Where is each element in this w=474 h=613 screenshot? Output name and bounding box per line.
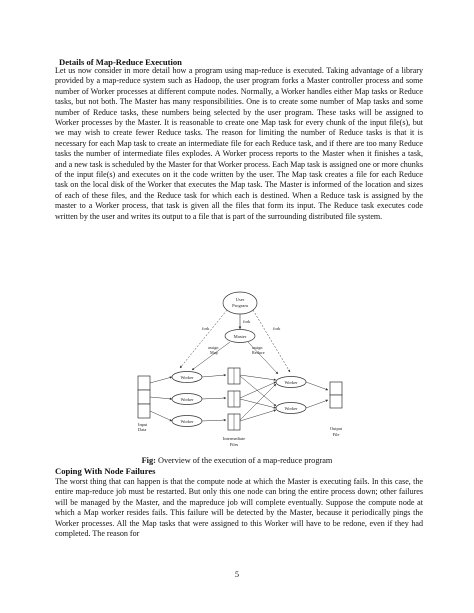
figure-caption-text: Overview of the execution of a map-reduce program bbox=[155, 456, 333, 465]
fork-label-mid: fork bbox=[243, 319, 251, 324]
output-file-block-1 bbox=[330, 382, 342, 395]
intermediate-files-label-1: Intermediate bbox=[222, 436, 246, 441]
output-file-block-2 bbox=[330, 395, 342, 408]
assign-reduce-label-2: Reduce bbox=[252, 350, 265, 355]
section-heading-node-failures: Coping With Node Failures bbox=[55, 466, 156, 476]
fork-label-right: fork bbox=[273, 326, 281, 331]
output-file-label-1: Output bbox=[329, 426, 343, 431]
intermediate-files-label-2: Files bbox=[229, 442, 239, 447]
map-worker-2-label: Worker bbox=[180, 397, 194, 402]
map-worker-1-label: Worker bbox=[180, 375, 194, 380]
reduce-worker-2-label: Worker bbox=[284, 406, 298, 411]
input-data-block-3 bbox=[138, 404, 150, 418]
paragraph-node-failures: The worst thing that can happen is that the compute node at which the Master is executing fails. In this case, the entire map-reduce job must be restarted. But only this one node can bring the entire process down; other failures will be managed by the Master, and the mapreduce job will complete eventually. Suppose the compute node at which a Map worker resides fails. This failure will be detected by the Master, because it periodically pings the Worker processes. All the Map tasks that were assigned to this Worker will have to be redone, even if they had completed. The reason for bbox=[55, 477, 423, 539]
assign-map-label-2: Map bbox=[210, 350, 218, 355]
figure-caption bbox=[0, 456, 474, 465]
assign-reduce-label-1: assign bbox=[252, 345, 263, 350]
paragraph-mapreduce-execution: Let us now consider in more detail how a program using map-reduce is executed. Taking advantage of a library provided by a map-reduce system such as Hadoop, the user program forks a Master controller process and some number of Worker processes at different compute nodes. Normally, a Worker handles either Map tasks or Reduce tasks, but not both. The Master has many responsibilities. One is to create some number of Map tasks and some number of Reduce tasks, these numbers being selected by the user program. These tasks will be assigned to Worker processes by the Master. It is reasonable to create one Map task for every chunk of the input file(s), but we may wish to create fewer Reduce tasks. The reason for limiting the number of Reduce tasks is that it is necessary for each Map task to create an intermediate file for each Reduce task, and if there are too many Reduce tasks the number of intermediate files explodes. A Worker process reports to the Master when it finishes a task, and a new task is scheduled by the Master for that Worker process. Each Map task is assigned one or more chunks of the input file(s) and executes on it the code written by the user. The Map task creates a file for each Reduce task on the local disk of the Worker that executes the Map task. The Master is informed of the location and sizes of each of these files, and the Reduce task for which each is destined. When a Reduce task is assigned by the master to a Worker process, that task is given all the files that form its input. The Reduce task executes code written by the user and writes its output to a file that is part of the surrounding distributed file system. bbox=[55, 66, 423, 221]
mapreduce-diagram bbox=[130, 290, 370, 452]
input-data-block-2 bbox=[138, 390, 150, 404]
input-data-block-1 bbox=[138, 376, 150, 390]
map-worker-3-label: Worker bbox=[180, 419, 194, 424]
page-number: 5 bbox=[234, 570, 240, 579]
input-data-label-2: Data bbox=[138, 427, 147, 432]
user-program-label-1: User bbox=[235, 297, 245, 302]
assign-map-label-1: assign bbox=[208, 345, 219, 350]
fork-label-left: fork bbox=[202, 326, 210, 331]
master-label: Master bbox=[233, 334, 247, 339]
section-heading-mapreduce-execution: Details of Map-Reduce Execution bbox=[59, 57, 182, 67]
figure-caption-prefix: Fig: bbox=[141, 456, 156, 465]
output-file-label-2: File bbox=[332, 432, 340, 437]
user-program-label-2: Program bbox=[232, 303, 248, 308]
reduce-worker-1-label: Worker bbox=[284, 380, 298, 385]
input-data-label-1: Input bbox=[138, 422, 148, 427]
